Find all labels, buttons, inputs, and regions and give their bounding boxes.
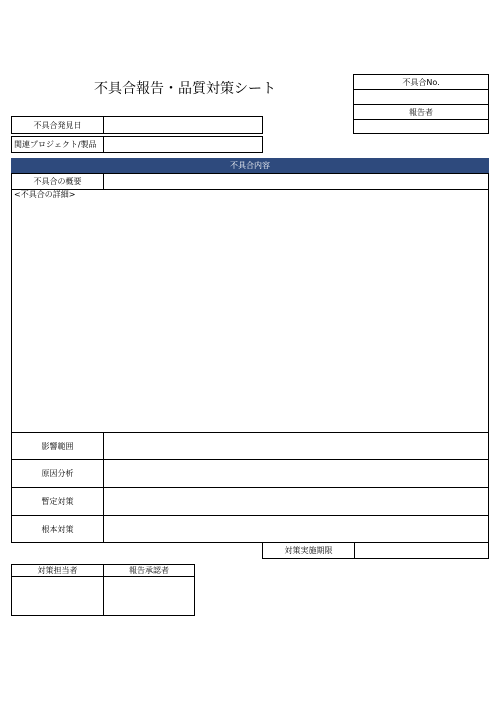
summary-field[interactable] [104, 174, 488, 189]
section-header-defect-content: 不具合内容 [11, 158, 489, 173]
related-project-label: 関連プロジェクト/製品 [14, 140, 97, 149]
page-title: 不具合報告・品質対策シート [94, 81, 276, 97]
report-no-field[interactable] [354, 90, 488, 104]
impact-scope-field[interactable] [104, 433, 488, 459]
deadline-label: 対策実施期限 [284, 546, 333, 555]
reporter-label: 報告者 [409, 107, 433, 117]
root-measure-label: 根本対策 [41, 524, 74, 534]
discovery-date-label: 不具合発見日 [33, 120, 82, 130]
approver-stamp-field[interactable] [104, 577, 194, 615]
defect-content-frame [11, 173, 489, 543]
interim-measure-field[interactable] [104, 488, 488, 515]
signoff-block [11, 564, 195, 616]
related-project-row [11, 136, 263, 153]
summary-label: 不具合の概要 [33, 177, 82, 186]
discovery-date-row [11, 116, 263, 134]
impact-scope-label: 影響範囲 [41, 441, 74, 451]
cause-analysis-field[interactable] [104, 460, 488, 487]
report-no-label: 不具合No. [402, 77, 440, 87]
cause-analysis-label: 原因分析 [41, 469, 74, 478]
deadline-row [262, 542, 489, 559]
discovery-date-field[interactable] [104, 117, 262, 133]
reporter-field[interactable] [354, 120, 488, 133]
person-in-charge-label: 対策担当者 [37, 566, 78, 575]
root-measure-field[interactable] [104, 516, 488, 542]
deadline-field[interactable] [355, 543, 488, 558]
detail-label: <不具合の詳細> [14, 190, 76, 199]
report-id-box [353, 74, 489, 134]
related-project-field[interactable] [104, 137, 262, 152]
detail-text-area[interactable] [12, 201, 488, 431]
person-in-charge-stamp-field[interactable] [12, 577, 103, 615]
interim-measure-label: 暫定対策 [41, 497, 74, 506]
approver-label: 報告承認者 [129, 566, 169, 575]
